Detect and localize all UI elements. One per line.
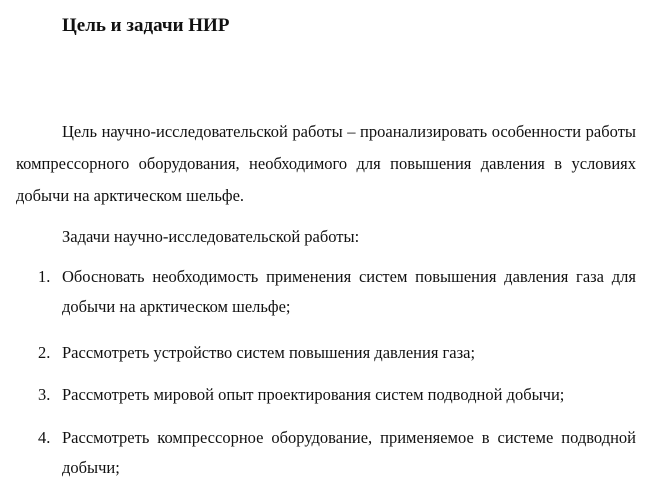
task-number: 4.: [38, 428, 51, 447]
task-text: Рассмотреть устройство систем повышения давления газа;: [62, 343, 476, 362]
task-number: 3.: [38, 385, 51, 404]
task-text: Обосновать необходимость применения систем повышения давления газа для добычи на арктическом шельфе;: [62, 267, 636, 316]
tasks-label: Задачи научно-исследовательской работы:: [62, 227, 360, 246]
goal-paragraph: Цель научно-исследовательской работы – проанализировать особенности работы компрессорного оборудования, необходимого для повышения давления в условиях добычи на арктическом шельфе.: [16, 122, 636, 205]
task-number: 1.: [38, 267, 51, 286]
section-heading: Цель и задачи НИР: [62, 15, 230, 36]
task-text: Рассмотреть компрессорное оборудование, применяемое в системе подводной добычи;: [62, 428, 636, 477]
task-text: Рассмотреть мировой опыт проектирования систем подводной добычи;: [62, 385, 565, 404]
task-number: 2.: [38, 343, 51, 362]
